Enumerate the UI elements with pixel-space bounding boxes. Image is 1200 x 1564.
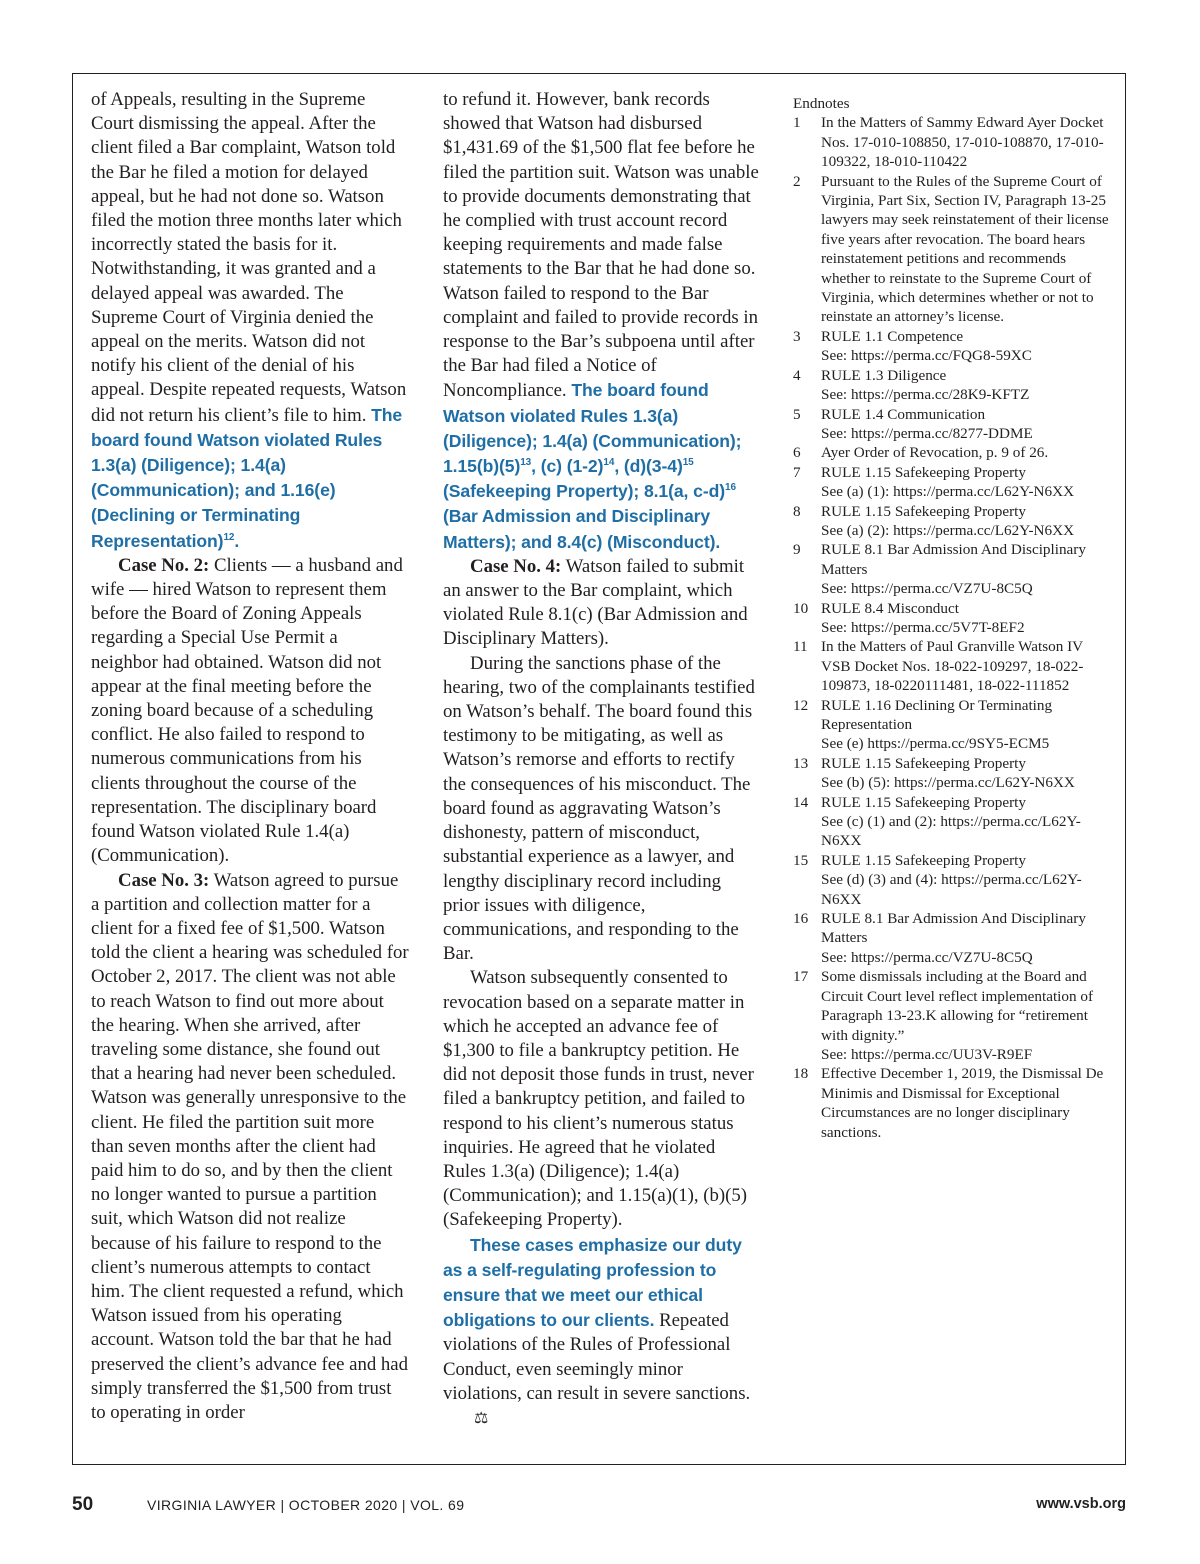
endnote-number: 6 [793, 444, 801, 462]
sanctions-paragraph: During the sanctions phase of the hearing, two of the complainants testified on Watson’s behalf. The board found this testimony to be mitigating, as well as Watson’s remorse and efforts to rectify the consequences of his misconduct. The board found as aggravating Watson’s dishonesty, pattern of misconduct, substantial experience as a lawyer, and lengthy disciplinary record including prior issues with diligence, communications, and responding to the Bar. [443, 652, 755, 965]
endnote-line: RULE 1.1 Competence [821, 327, 964, 345]
website-link[interactable]: www.vsb.org [1036, 1496, 1126, 1512]
endnote-number: 4 [793, 366, 801, 384]
endnote-line: RULE 8.4 Misconduct [821, 599, 959, 617]
endnote-item [793, 463, 1113, 502]
endnote-text [821, 851, 1113, 909]
endnote-item [793, 637, 1113, 695]
endnote-line: See: https://perma.cc/UU3V-R9EF [821, 1045, 1033, 1063]
endnote-line: See (e) https://perma.cc/9SY5-ECM5 [821, 735, 1050, 753]
endnote-line: RULE 1.15 Safekeeping Property [821, 793, 1026, 811]
endnote-item [793, 1064, 1113, 1142]
endnote-line: See (d) (3) and (4): https://perma.cc/L62Y-N6XX [821, 871, 1082, 908]
endnote-text [821, 909, 1113, 967]
endnote-line: Some dismissals including at the Board and Circuit Court level reflect implementation of Paragraph 13-23.K allowing for “retirement with dignity.” [821, 968, 1094, 1044]
endnote-number: 16 [793, 910, 809, 928]
endnote-number: 9 [793, 541, 801, 559]
article-column-2 [443, 88, 761, 1431]
case-label: Case No. 2: [118, 554, 210, 576]
page-number: 50 [72, 1494, 94, 1515]
endnote-number: 7 [793, 463, 801, 481]
endnote-item [793, 405, 1113, 444]
endnote-item [793, 443, 1113, 462]
endnote-text [821, 967, 1113, 1064]
endnote-number: 8 [793, 502, 801, 520]
endnote-item [793, 327, 1113, 366]
case-3-paragraph: Case No. 3: Watson agreed to pursue a partition and collection matter for a client for a fixed fee of $1,500. Watson told the client a hearing was scheduled for October 2, 2017. The client was not able to reach Watson to find out more about the hearing. When she arrived, after traveling some distance, she found out that a hearing had never been scheduled. Watson was generally unresponsive to the client. He filed the partition suit more than seven months after the client had paid him to do so, and by then the client no longer wanted to pursue a partition suit, which Watson did not realize because of his failure to respond to the client’s numerous attempts to contact him. The client requested a refund, which Watson issued from his operating account. Watson told the bar that he had preserved the client’s advance fee and had simply transferred the $1,500 from trust to operating in order [91, 869, 409, 1423]
endnote-line: See (a) (2): https://perma.cc/L62Y-N6XX [821, 521, 1075, 539]
endnote-item [793, 793, 1113, 851]
endnote-line: RULE 8.1 Bar Admission And Disciplinary Matters [821, 541, 1086, 578]
case-label: Case No. 3: [118, 869, 210, 891]
endnotes-title: Endnotes [793, 95, 850, 112]
endnote-line: In the Matters of Sammy Edward Ayer Docket Nos. 17-010-108850, 17-010-108870, 17-010-109322, 18-010-110422 [821, 114, 1104, 171]
endnote-line: RULE 1.16 Declining Or Terminating Representation [821, 696, 1053, 733]
endnote-line: See: https://perma.cc/FQG8-59XC [821, 347, 1032, 365]
endnote-item [793, 599, 1113, 638]
endnote-line: See: https://perma.cc/28K9-KFTZ [821, 386, 1030, 404]
endnote-item [793, 172, 1113, 327]
endnote-text [821, 366, 1113, 405]
endnote-line: Ayer Order of Revocation, p. 9 of 26. [821, 444, 1049, 462]
endnote-line: See: https://perma.cc/VZ7U-8C5Q [821, 948, 1033, 966]
paragraph: of Appeals, resulting in the Supreme Court dismissing the appeal. After the client filed a Bar complaint, Watson told the Bar he filed a motion for delayed appeal, but he had not done so. Watson filed the motion three months later which incorrectly stated the basis for it. Notwithstanding, it was granted and a delayed appeal was awarded. The Supreme Court of Virginia denied the appeal on the merits. Watson did not notify his client of the denial of his appeal. Despite repeated requests, Watson did not return his client’s file to him. The board found Watson violated Rules 1.3(a) (Diligence); 1.4(a) (Communication); and 1.16(e) (Declining or Terminating Representation)$^{12}$. [91, 89, 407, 551]
endnote-line: RULE 1.15 Safekeeping Property [821, 502, 1026, 520]
endnote-line: RULE 8.1 Bar Admission And Disciplinary Matters [821, 910, 1086, 947]
highlight-text: The board found Watson violated Rules 1.3(a) (Diligence); 1.4(a) (Communication); and 1.16(e) (Declining or Terminating Representation)$^{12}$. [91, 404, 403, 551]
endnote-text [821, 793, 1113, 851]
endnote-line: See (b) (5): https://perma.cc/L62Y-N6XX [821, 774, 1075, 792]
endnote-line: RULE 1.15 Safekeeping Property [821, 754, 1026, 772]
page-footer [0, 1494, 1200, 1518]
endnote-number: 18 [793, 1065, 809, 1083]
case-label: Case No. 4: [470, 555, 562, 577]
endnote-item [793, 502, 1113, 541]
case-2-paragraph: Case No. 2: Clients — a husband and wife — hired Watson to represent them before the Board of Zoning Appeals regarding a Special Use Permit a neighbor had obtained. Watson did not appear at the final meeting before the zoning board because of a scheduling conflict. He also failed to respond to numerous communications from his clients throughout the course of the representation. The disciplinary board found Watson violated Rule 1.4(a) (Communication). [91, 554, 403, 867]
article-column-1 [91, 88, 409, 1425]
endnote-text [821, 696, 1113, 754]
endnote-item [793, 696, 1113, 754]
endnote-item [793, 967, 1113, 1064]
paragraph: to refund it. However, bank records showed that Watson had disbursed $1,431.69 of the $1,500 flat fee before he filed the partition suit. Watson was unable to provide documents demonstrating that he complied with trust account record keeping requirements and made false statements to the Bar that he had done so. Watson failed to respond to the Bar complaint and failed to provide records in response to the Bar’s subpoena until after the Bar had filed a Notice of Noncompliance. The board found Watson violated Rules 1.3(a) (Diligence); 1.4(a) (Communication); $1.15(b)(5)^{13}$, (c) $(1-2)^{14}$, $(d)(3-4)^{15}$ (Safekeeping Property); 8.1(a, c-d)$^{16}$ (Bar Admission and Disciplinary Matters); and 8.4(c) (Misconduct). [443, 89, 759, 552]
endnote-item [793, 909, 1113, 967]
publication-info: VIRGINIA LAWYER | OCTOBER 2020 | VOL. 69 [147, 1497, 465, 1513]
endnote-text [821, 443, 1113, 462]
endnote-text [821, 405, 1113, 444]
endnote-number: 12 [793, 696, 809, 714]
endnote-line: See: https://perma.cc/5V7T-8EF2 [821, 618, 1025, 636]
endnotes [793, 94, 1113, 1142]
revocation-paragraph: Watson subsequently consented to revocation based on a separate matter in which he accepted an advance fee of $1,300 to file a bankruptcy petition. He did not deposit those funds in trust, never filed a bankruptcy petition, and failed to respond to his client’s numerous status inquiries. He agreed that he violated Rules 1.3(a) (Diligence); 1.4(a) (Communication); and 1.15(a)(1), (b)(5) (Safekeeping Property). [443, 967, 754, 1231]
highlight-text: These cases emphasize our duty as a self-regulating profession to ensure that we meet our ethical obligations to our clients. [443, 1234, 742, 1331]
endnote-line: See: https://perma.cc/8277-DDME [821, 424, 1033, 442]
endnote-line: See (c) (1) and (2): https://perma.cc/L62Y-N6XX [821, 813, 1081, 850]
endnote-item [793, 851, 1113, 909]
endnote-text [821, 113, 1113, 171]
endnote-number: 11 [793, 638, 808, 656]
endnote-line: RULE 1.15 Safekeeping Property [821, 851, 1026, 869]
endnote-line: RULE 1.3 Diligence [821, 366, 947, 384]
endnote-text [821, 637, 1113, 695]
closing-paragraph: These cases emphasize our duty as a self-regulating profession to ensure that we meet our ethical obligations to our clients. Repeated violations of the Rules of Professional Conduct, even seemingly minor violations, can result in severe sanctions.⚖ [443, 1233, 761, 1432]
endnote-number: 14 [793, 793, 809, 811]
endnote-text [821, 599, 1113, 638]
endnote-text [821, 327, 1113, 366]
endnote-item [793, 366, 1113, 405]
scales-of-justice-icon: ⚖ [474, 1409, 489, 1427]
endnote-number: 10 [793, 599, 809, 617]
endnote-text [821, 502, 1113, 541]
endnote-text [821, 463, 1113, 502]
endnote-number: 15 [793, 851, 809, 869]
endnote-number: 5 [793, 405, 801, 423]
endnote-line: See (a) (1): https://perma.cc/L62Y-N6XX [821, 483, 1075, 501]
endnote-line: Pursuant to the Rules of the Supreme Court of Virginia, Part Six, Section IV, Paragraph 13-25 lawyers may seek reinstatement of their license five years after revocation. The board hears reinstatement petitions and recommends whether to reinstate to the Supreme Court of Virginia, which determines whether or not to reinstate an attorney’s license. [821, 172, 1109, 326]
endnote-item [793, 540, 1113, 598]
endnote-line: RULE 1.15 Safekeeping Property [821, 463, 1026, 481]
endnote-line: In the Matters of Paul Granville Watson IV VSB Docket Nos. 18-022-109297, 18-022-109873, 18-0220111481, 18-022-111852 [821, 638, 1084, 695]
endnotes-list [793, 113, 1113, 1142]
endnote-number: 3 [793, 327, 801, 345]
endnote-text [821, 1064, 1113, 1142]
endnote-text [821, 172, 1113, 327]
endnote-item [793, 113, 1113, 171]
endnote-number: 17 [793, 968, 809, 986]
endnote-text [821, 754, 1113, 793]
endnote-number: 2 [793, 172, 801, 190]
endnote-number: 13 [793, 754, 809, 772]
endnote-item [793, 754, 1113, 793]
highlight-text: The board found Watson violated Rules 1.3(a) (Diligence); 1.4(a) (Communication); $1.15(b)(5)^{13}$, (c) $(1-2)^{14}$, $(d)(3-4)^{15}$ (Safekeeping Property); 8.1(a, c-d)$^{16}$ (Bar Admission and Disciplinary Matters); and 8.4(c) (Misconduct). [443, 380, 742, 552]
endnote-line: See: https://perma.cc/VZ7U-8C5Q [821, 580, 1033, 598]
case-4-paragraph: Case No. 4: Watson failed to submit an answer to the Bar complaint, which violated Rule 8.1(c) (Bar Admission and Disciplinary Matters). [443, 555, 748, 650]
endnote-line: RULE 1.4 Communication [821, 405, 986, 423]
endnote-text [821, 540, 1113, 598]
endnote-line: Effective December 1, 2019, the Dismissal De Minimis and Dismissal for Exceptional Circumstances are no longer disciplinary sanctions. [821, 1065, 1104, 1141]
endnote-number: 1 [793, 114, 801, 132]
